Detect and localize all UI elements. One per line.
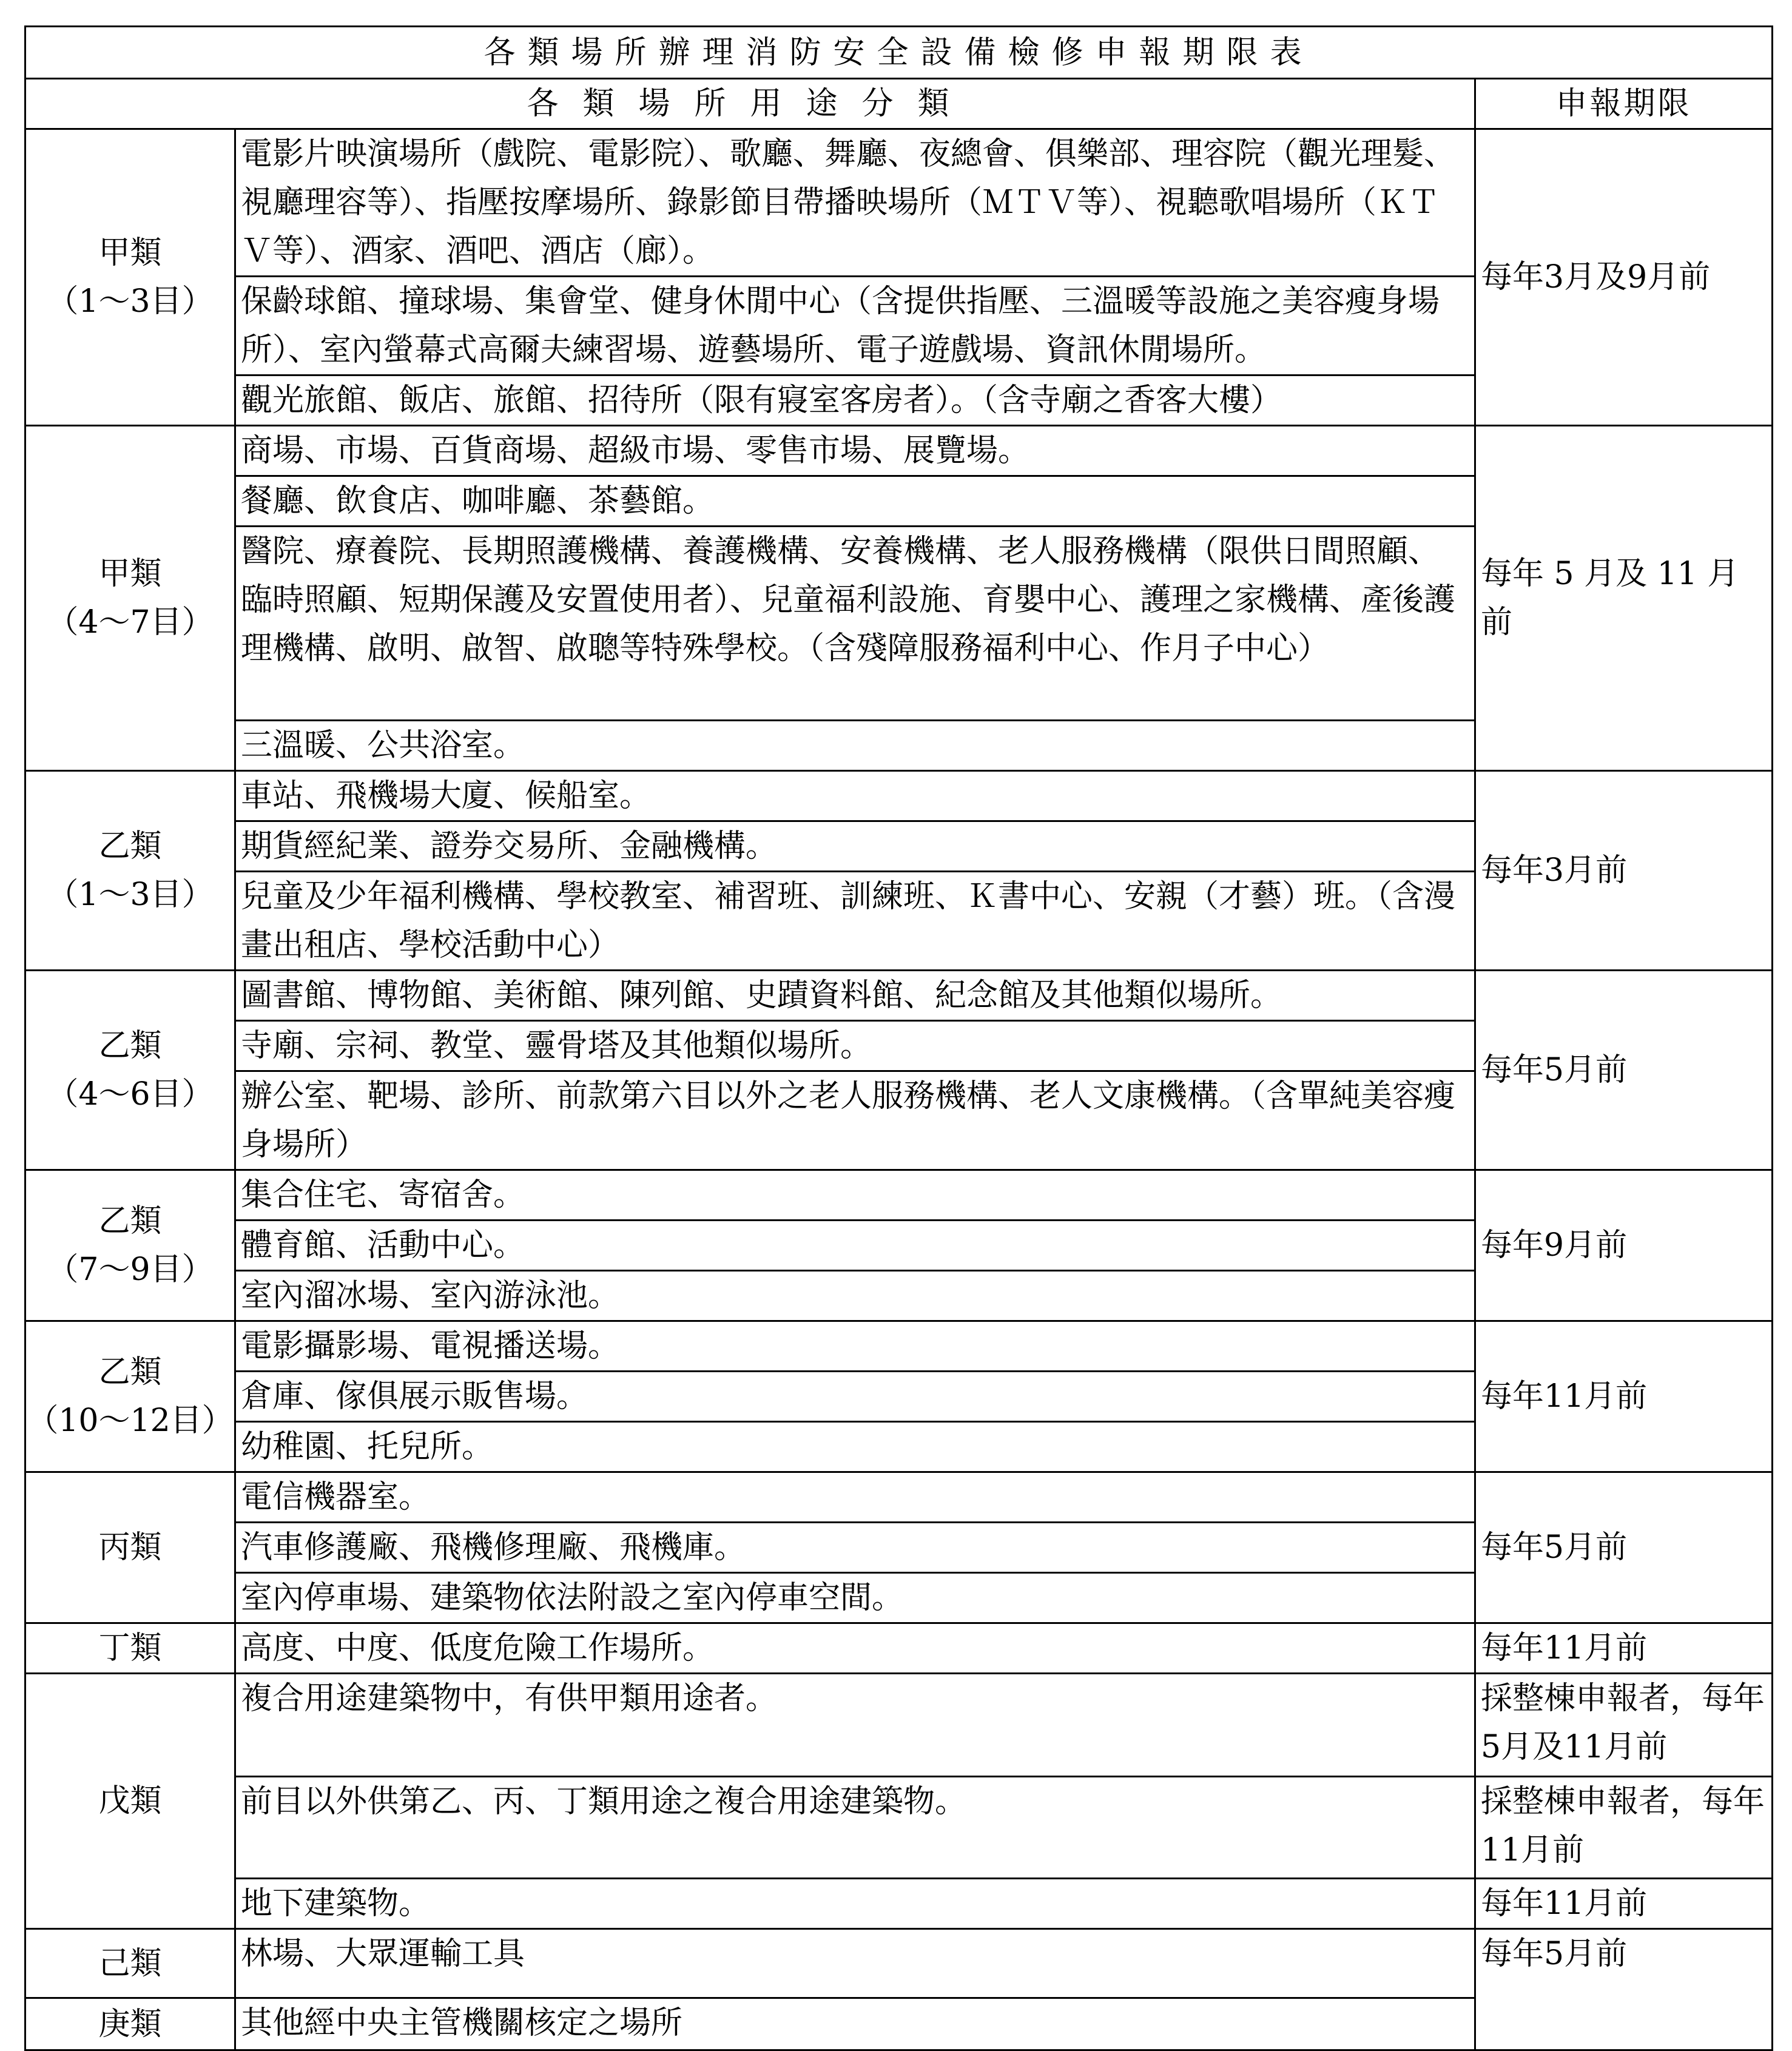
deadline-cell: 每年11月前 [1475,1623,1773,1674]
deadline-cell: 每年11月前 [1475,1321,1773,1472]
usage-cell: 前目以外供第乙、丙、丁類用途之複合用途建築物。 [235,1777,1475,1879]
category-cell [25,1321,235,1472]
deadline-cell: 每年5月前 [1475,971,1773,1170]
table-row [25,971,1773,1021]
deadline-cell: 每年3月前 [1475,771,1773,971]
table-row [25,1321,1773,1372]
table-row [25,1929,1773,1998]
deadline-cell: 每年5月前 [1475,1929,1773,2050]
category-cell [25,1998,235,2050]
table-row [25,1777,1773,1879]
table-row [25,426,1773,476]
deadline-header: 申報期限 [1475,79,1773,129]
category-name: 丙類 [98,1529,162,1566]
usage-cell: 寺廟、宗祠、教堂、靈骨塔及其他類似場所。 [235,1021,1475,1071]
table-row [25,1170,1773,1221]
category-name: 戊類 [98,1783,162,1819]
usage-cell: 醫院、療養院、長期照護機構、養護機構、安養機構、老人服務機構（限供日間照顧、臨時照顧、短期保護及安置使用者）、兒童福利設施、育嬰中心、護理之家機構、產後護理機構、啟明、啟智、啟聰等特殊學校。（含殘障服務福利中心、作月子中心） [235,527,1475,721]
deadline-cell: 每年9月前 [1475,1170,1773,1321]
category-cell [25,1623,235,1674]
usage-cell: 集合住宅、寄宿舍。 [235,1170,1475,1221]
usage-cell: 保齡球館、撞球場、集會堂、健身休閒中心（含提供指壓、三溫暖等設施之美容瘦身場所）、室內螢幕式高爾夫練習場、遊藝場所、電子遊戲場、資訊休閒場所。 [235,277,1475,376]
usage-cell: 商場、市場、百貨商場、超級市場、零售市場、展覽場。 [235,426,1475,476]
usage-cell: 地下建築物。 [235,1879,1475,1929]
category-name: 己類 [98,1945,162,1982]
category-cell [25,1674,235,1929]
category-range: （10～12目） [27,1403,234,1439]
category-name: 乙類 [98,1028,162,1064]
table-row [25,1879,1773,1929]
usage-cell: 車站、飛機場大廈、候船室。 [235,771,1475,821]
table-row [25,129,1773,277]
category-cell [25,1472,235,1623]
usage-cell: 辦公室、靶場、診所、前款第六目以外之老人服務機構、老人文康機構。（含單純美容瘦身場所） [235,1071,1475,1170]
deadline-cell: 每年5月前 [1475,1472,1773,1623]
usage-cell: 其他經中央主管機關核定之場所 [235,1998,1475,2050]
deadline-cell: 每年 5 月及 11 月前 [1475,426,1773,771]
category-range: （7～9目） [47,1251,214,1288]
usage-cell: 複合用途建築物中，有供甲類用途者。 [235,1674,1475,1777]
category-name: 乙類 [98,828,162,864]
category-name: 乙類 [98,1203,162,1239]
table-row [25,1674,1773,1777]
category-range: （4～7目） [47,604,214,641]
usage-cell: 圖書館、博物館、美術館、陳列館、史蹟資料館、紀念館及其他類似場所。 [235,971,1475,1021]
category-name: 甲類 [98,556,162,592]
category-range: （1～3目） [47,877,214,913]
category-cell [25,129,235,426]
table-row [25,1472,1773,1523]
category-range: （4～6目） [47,1076,214,1113]
usage-cell: 電影攝影場、電視播送場。 [235,1321,1475,1372]
usage-cell: 林場、大眾運輸工具 [235,1929,1475,1998]
table-title: 各類場所辦理消防安全設備檢修申報期限表 [25,27,1773,79]
category-name: 庚類 [98,2006,162,2043]
usage-cell: 室內溜冰場、室內游泳池。 [235,1271,1475,1321]
category-cell [25,1929,235,1998]
table-row [25,771,1773,821]
category-cell [25,771,235,971]
usage-cell: 餐廳、飲食店、咖啡廳、茶藝館。 [235,476,1475,527]
category-name: 丁類 [98,1630,162,1666]
category-cell [25,971,235,1170]
usage-cell: 期貨經紀業、證券交易所、金融機構。 [235,821,1475,872]
deadline-cell: 採整棟申報者，每年5月及11月前 [1475,1674,1773,1777]
usage-cell: 幼稚園、托兒所。 [235,1422,1475,1472]
category-range: （1～3目） [47,283,214,320]
category-cell [25,1170,235,1321]
table-row [25,1623,1773,1674]
usage-cell: 觀光旅館、飯店、旅館、招待所（限有寢室客房者）。（含寺廟之香客大樓） [235,376,1475,426]
usage-cell: 三溫暖、公共浴室。 [235,721,1475,771]
usage-cell: 高度、中度、低度危險工作場所。 [235,1623,1475,1674]
usage-cell: 室內停車場、建築物依法附設之室內停車空間。 [235,1573,1475,1623]
usage-cell: 電影片映演場所（戲院、電影院）、歌廳、舞廳、夜總會、俱樂部、理容院（觀光理髮、視廳理容等）、指壓按摩場所、錄影節目帶播映場所（ＭＴＶ等）、視聽歌唱場所（ＫＴＶ等）、酒家、酒吧、酒店（廊）。 [235,129,1475,277]
title-row [25,27,1773,79]
deadline-cell: 每年11月前 [1475,1879,1773,1929]
deadline-cell: 每年3月及9月前 [1475,129,1773,426]
usage-cell: 倉庫、傢俱展示販售場。 [235,1372,1475,1422]
usage-cell: 體育館、活動中心。 [235,1221,1475,1271]
usage-cell: 電信機器室。 [235,1472,1475,1523]
usage-cell: 兒童及少年福利機構、學校教室、補習班、訓練班、Ｋ書中心、安親（才藝）班。（含漫畫出租店、學校活動中心） [235,872,1475,971]
deadline-table [24,25,1773,2051]
usage-header: 各類場所用途分類 [25,79,1475,129]
category-name: 甲類 [98,235,162,271]
usage-cell: 汽車修護廠、飛機修理廠、飛機庫。 [235,1523,1475,1573]
category-name: 乙類 [98,1354,162,1390]
header-row [25,79,1773,129]
category-cell [25,426,235,771]
deadline-cell: 採整棟申報者，每年11月前 [1475,1777,1773,1879]
